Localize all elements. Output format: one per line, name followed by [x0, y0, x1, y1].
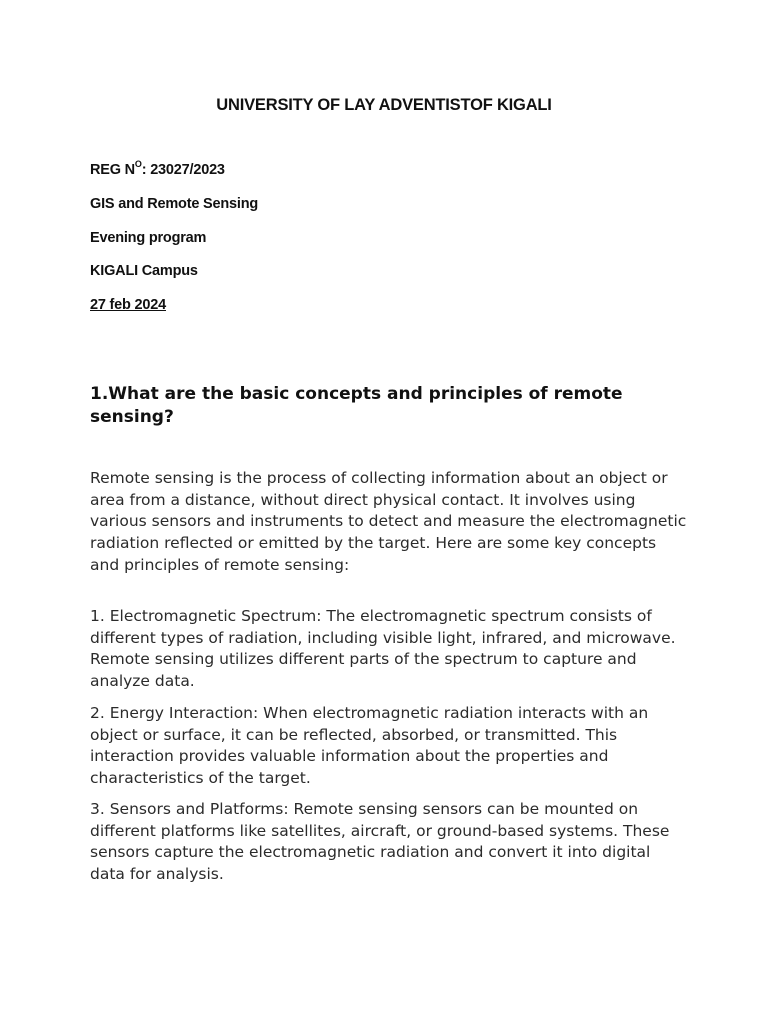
reg-value: : 23027/2023	[141, 162, 225, 178]
campus-name: KIGALI Campus	[90, 263, 198, 279]
question-heading: 1.What are the basic concepts and principles of remote sensing?	[90, 384, 623, 427]
registration-number	[90, 160, 225, 180]
paragraph-energy-interaction: 2. Energy Interaction: When electromagnetic radiation interacts with an object or surface, it can be reflected, absorbed, or transmitted. This interaction provides valuable information about the properties and characteristics of the target.	[90, 704, 649, 788]
paragraph-sensors-platforms: 3. Sensors and Platforms: Remote sensing sensors can be mounted on different platforms like satellites, aircraft, or ground-based systems. These sensors capture the electromagnetic radiation and convert it into digital data for analysis.	[90, 800, 670, 884]
reg-superscript: O	[134, 159, 142, 170]
intro-paragraph: Remote sensing is the process of collecting information about an object or area from a distance, without direct physical contact. It involves using various sensors and instruments to detect and measure the electromagnetic radiation reflected or emitted by the target. Here are some key concepts and principles of remote sensing:	[90, 469, 687, 574]
university-title: UNIVERSITY OF LAY ADVENTISTOF KIGALI	[216, 96, 552, 114]
paragraph-electromagnetic-spectrum: 1. Electromagnetic Spectrum: The electromagnetic spectrum consists of different types of radiation, including visible light, infrared, and microwave. Remote sensing utilizes different parts of the spectrum to capture and analyze data.	[90, 607, 676, 691]
reg-label: REG N	[90, 162, 135, 178]
program-name: Evening program	[90, 230, 207, 246]
document-date: 27 feb 2024	[90, 297, 166, 313]
course-name: GIS and Remote Sensing	[90, 196, 259, 212]
